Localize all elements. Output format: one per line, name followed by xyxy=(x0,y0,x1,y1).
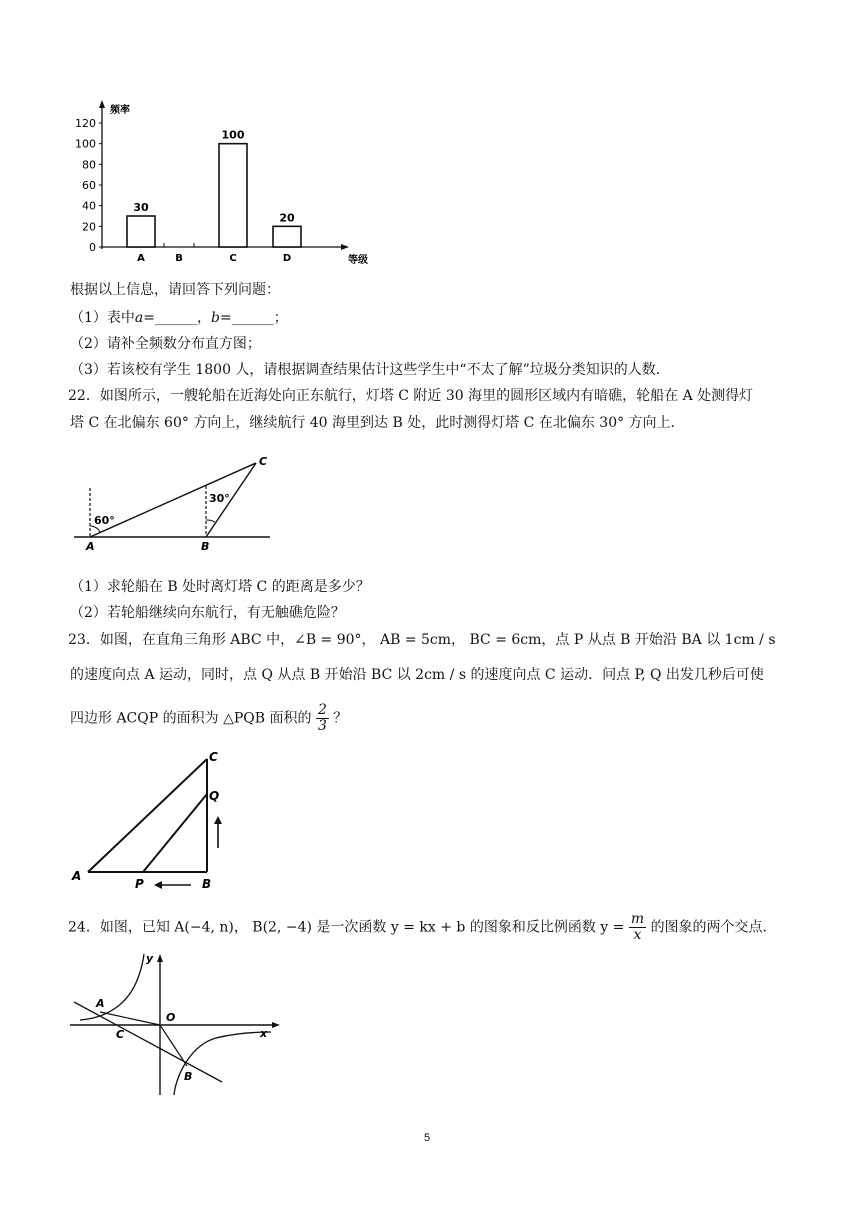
question-1: （1）表中a=______，b=______； xyxy=(70,310,288,326)
label-B: B xyxy=(202,877,212,891)
label-B: B xyxy=(201,540,210,553)
problem-22-question-1: （1）求轮船在 B 处时离灯塔 C 的距离是多少？ xyxy=(70,579,370,595)
label-y: y xyxy=(146,952,154,965)
problem-22-line-1: 22．如图所示，一艘轮船在近海处向正东航行，灯塔 C 附近 30 海里的圆形区域内有暗礁，轮船在 A 处测得灯 xyxy=(68,388,754,404)
fraction-m-over-x: $\frac{m}{x}$ xyxy=(630,911,645,943)
x-axis-arrow xyxy=(341,244,349,250)
y-tick-label: 40 xyxy=(82,199,96,213)
problem-24-line-1: 24．如图，已知 A(−4, n)， B(2, −4) 是一次函数 y = kx + b 的图象和反比例函数 y = $\frac{m}{x}$ 的图象的两个交点． xyxy=(68,911,777,943)
category-label: B xyxy=(175,253,183,264)
y-tick-label: 100 xyxy=(75,137,96,151)
label-C: C xyxy=(209,750,218,764)
y-tick-label: 80 xyxy=(82,158,96,172)
data-label: 30 xyxy=(133,201,149,214)
category-label: D xyxy=(282,253,292,264)
label-A: A xyxy=(86,540,95,553)
figure-23-right-triangle xyxy=(66,748,236,898)
question-3: （3）若该校有学生 1800 人，请根据调查结果估计这些学生中“不太了解”垃圾分类知识的人数． xyxy=(70,362,670,378)
problem-23-line-1: 23．如图，在直角三角形 ABC 中，∠B = 90°， AB = 5cm， BC = 6cm，点 P 从点 B 开始沿 BA 以 1cm / s xyxy=(68,632,776,648)
y-tick-label: 20 xyxy=(82,220,96,234)
page-number: 5 xyxy=(424,1132,431,1144)
y-axis-arrow xyxy=(99,100,105,108)
label-P: P xyxy=(135,877,144,891)
label-Q: Q xyxy=(209,789,220,803)
fraction-two-thirds: $\frac{2}{3}$ xyxy=(317,702,327,734)
bar-D xyxy=(273,226,301,247)
y-tick-label: 60 xyxy=(82,179,96,192)
data-label: 100 xyxy=(221,128,245,142)
label-O: O xyxy=(166,1011,176,1024)
label-C: C xyxy=(116,1028,125,1041)
label-C: C xyxy=(259,455,268,468)
problem-23-line-2: 的速度向点 A 运动，同时，点 Q 从点 B 开始沿 BC 以 2cm / s 的速度向点 C 运动．问点 P, Q 出发几秒后可使 xyxy=(70,667,764,683)
intro-text: 根据以上信息，请回答下列问题： xyxy=(70,282,280,298)
y-tick-label: 120 xyxy=(75,117,96,130)
problem-22-question-2: （2）若轮船继续向东航行，有无触礁危险？ xyxy=(70,605,345,621)
data-label: 20 xyxy=(279,211,295,225)
bar-C xyxy=(219,144,247,247)
question-2: （2）请补全频数分布直方图； xyxy=(70,336,261,352)
y-axis-label: 频率 xyxy=(110,105,130,116)
x-axis-label: 等级 xyxy=(348,255,368,266)
problem-23-line-3: 四边形 ACQP 的面积为 △PQB 面积的 $\frac{2}{3}$ ？ xyxy=(70,702,348,734)
bar-A xyxy=(127,216,155,247)
label-A: A xyxy=(96,997,105,1010)
label-A: A xyxy=(72,869,82,883)
label-B: B xyxy=(184,1070,193,1083)
category-label: C xyxy=(229,253,237,264)
figure-24-function-graph xyxy=(66,950,286,1100)
frequency-histogram xyxy=(66,96,386,268)
label-x: x xyxy=(260,1027,268,1040)
figure-22-ship-lighthouse xyxy=(70,450,280,560)
angle-60-label: 60° xyxy=(94,514,115,527)
angle-30-label: 30° xyxy=(209,492,230,505)
y-tick-label: 0 xyxy=(89,241,96,254)
problem-22-line-2: 塔 C 在北偏东 60° 方向上，继续航行 40 海里到达 B 处，此时测得灯塔 C 在北偏东 30° 方向上． xyxy=(70,415,685,431)
category-label: A xyxy=(137,253,145,264)
